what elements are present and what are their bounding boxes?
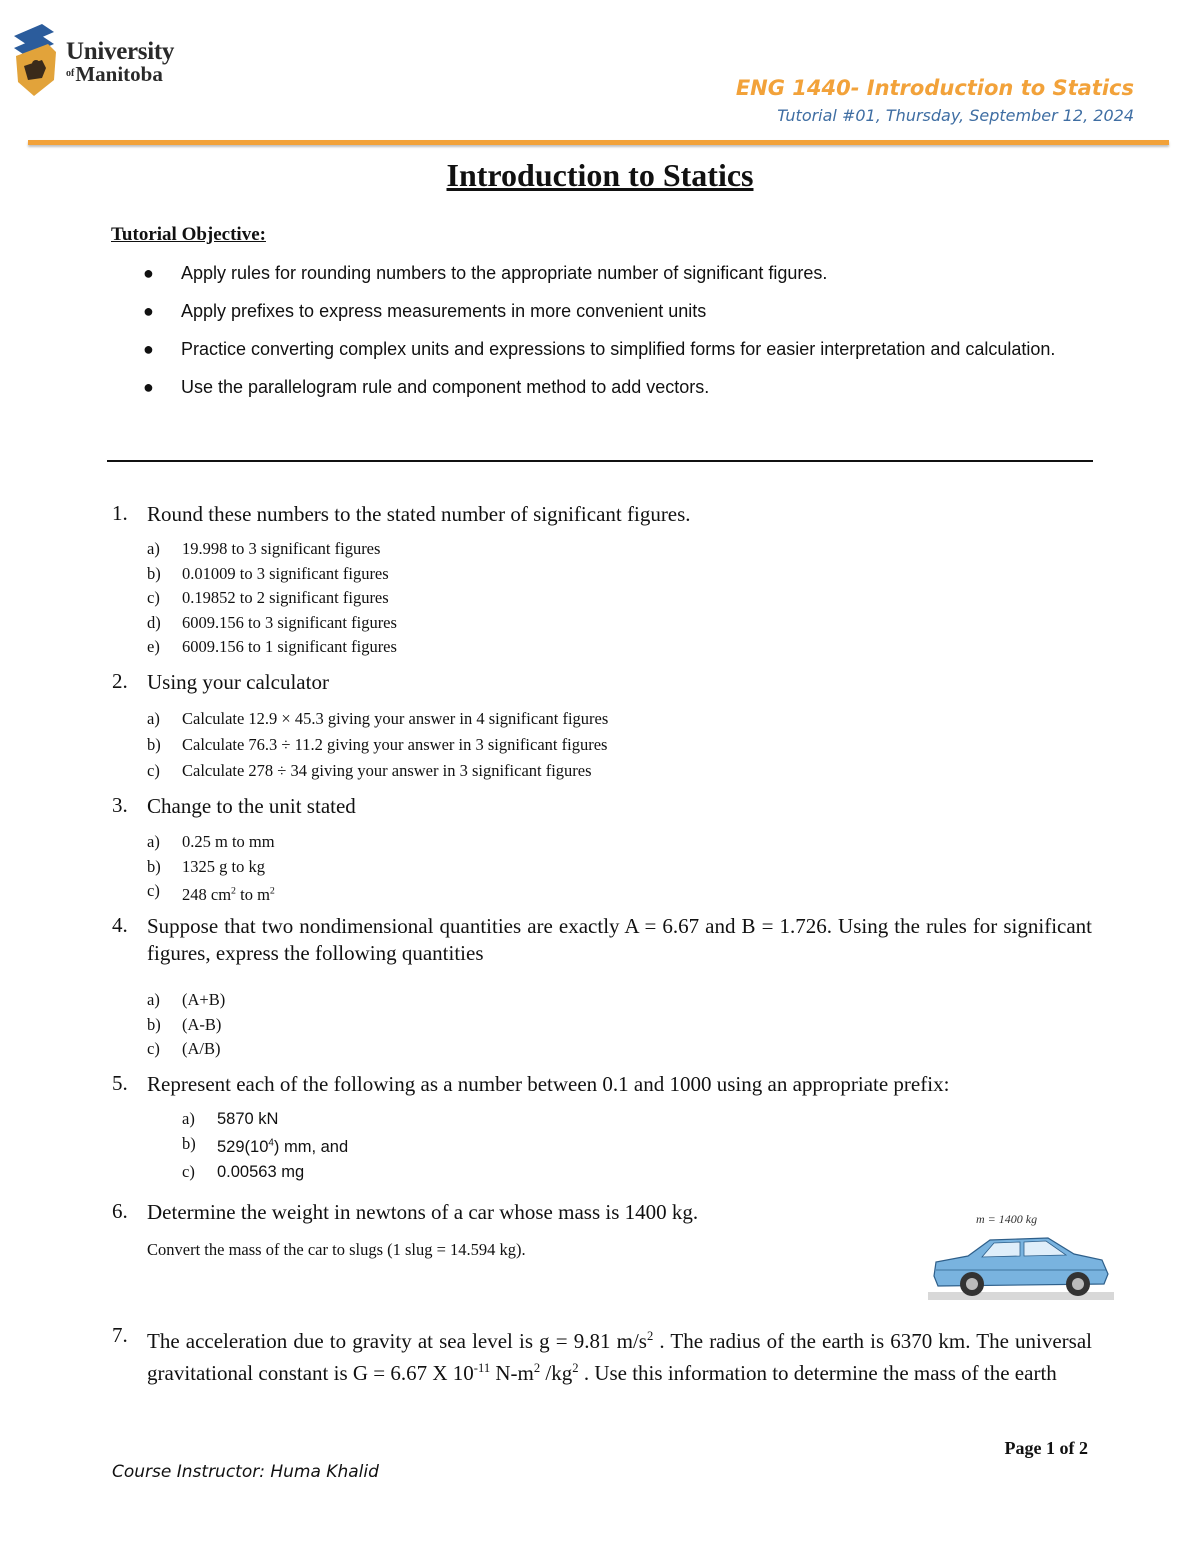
value-text: 529(10 <box>217 1138 269 1156</box>
question-text-part: The acceleration due to gravity at sea level is g = 9.81 m/s <box>147 1329 647 1353</box>
subquestion-label: b) <box>147 1014 161 1034</box>
page-number: Page 1 of 2 <box>1004 1438 1088 1458</box>
logo-wordmark-of: of <box>66 68 75 79</box>
course-instructor: Course Instructor: Huma Khalid <box>112 1462 379 1482</box>
exponent: 2 <box>572 1361 579 1375</box>
subquestion-label: a) <box>182 1109 195 1128</box>
subquestion-label: c) <box>147 588 160 607</box>
page-title: Introduction to Statics <box>446 157 754 193</box>
subquestion-text: 0.01009 to 3 significant figures <box>182 563 389 583</box>
subquestion-text: 0.25 m to mm <box>182 832 275 851</box>
subquestion <box>112 706 1092 732</box>
unit-text: 248 cm <box>182 884 232 904</box>
subquestion-text <box>182 885 275 904</box>
objective-item <box>140 261 1088 285</box>
logo-wordmark-name: Manitoba <box>75 62 163 86</box>
exponent: 2 <box>533 1361 541 1375</box>
subquestion-text: (A/B) <box>182 1039 221 1058</box>
objective-heading: Tutorial Objective: <box>111 224 266 245</box>
bullet-icon: ● <box>143 339 154 359</box>
question-number: 2. <box>112 669 128 693</box>
objective-text: Apply rules for rounding numbers to the appropriate number of significant figures. <box>181 263 828 283</box>
value-text: ) mm, and <box>273 1138 349 1156</box>
subquestion-text: 6009.156 to 1 significant figures <box>182 637 397 656</box>
course-title: ENG 1440- Introduction to Statics <box>735 76 1134 100</box>
subquestion <box>112 830 1092 855</box>
subquestion <box>112 758 1092 784</box>
subquestion-label: a) <box>147 709 160 728</box>
bullet-icon: ● <box>143 377 154 397</box>
question-text: Determine the weight in newtons of a car whose mass is 1400 kg. <box>147 1200 699 1224</box>
figure-mass-label: m = 1400 kg <box>976 1212 1038 1226</box>
question-text-part: . The radius of the earth is 6370 km. The universal gravitational constant is G = 6.67 X 10 <box>147 1329 1092 1385</box>
subquestion-label: c) <box>147 1039 160 1058</box>
subquestion <box>112 988 1092 1013</box>
tutorial-date: Tutorial #01, Thursday, September 12, 2024 <box>777 106 1134 125</box>
header-divider <box>28 140 1169 145</box>
subquestion <box>112 562 1092 587</box>
objective-text: Use the parallelogram rule and component method to add vectors. <box>181 377 710 397</box>
subquestion <box>112 1107 1092 1132</box>
subquestion-label: b) <box>182 1133 196 1153</box>
subquestion-label: c) <box>147 881 160 900</box>
question-4 <box>112 913 1092 1062</box>
question-5 <box>112 1071 1092 1184</box>
bullet-icon: ● <box>143 263 154 283</box>
subquestion-label: a) <box>147 539 160 558</box>
subquestion-label: b) <box>147 735 161 754</box>
question-1 <box>112 501 1092 660</box>
subquestion-label: b) <box>147 563 161 583</box>
subquestion <box>112 1160 1092 1185</box>
car-icon <box>928 1206 1114 1302</box>
subquestion-text <box>217 1138 348 1156</box>
subquestion-list <box>112 706 1092 784</box>
subquestion-label: e) <box>147 637 160 656</box>
question-text-part: N-m <box>490 1361 534 1385</box>
logo-wordmark-university: University <box>66 38 175 65</box>
subquestion-list <box>112 988 1092 1062</box>
objective-item <box>140 337 1088 361</box>
question-text <box>147 1323 1092 1387</box>
question-number: 6. <box>112 1199 128 1223</box>
subquestion-text: 1325 g to kg <box>182 856 265 876</box>
unit-text: to m <box>235 884 270 904</box>
question-7 <box>112 1323 1092 1387</box>
subquestion-list <box>112 830 1092 907</box>
objective-item <box>140 299 1088 323</box>
subquestion-label: a) <box>147 990 160 1009</box>
subquestion <box>112 1013 1092 1038</box>
exponent: -11 <box>473 1361 491 1375</box>
objective-text: Practice converting complex units and expressions to simplified forms for easier interpretation and calculation. <box>181 339 1056 359</box>
subquestion-text: 0.00563 mg <box>217 1162 305 1181</box>
subquestion <box>112 879 1092 907</box>
question-text: Using your calculator <box>147 670 329 694</box>
subquestion-label: c) <box>182 1161 195 1181</box>
question-text: Change to the unit stated <box>147 794 356 818</box>
logo-wordmark-manitoba <box>66 62 163 87</box>
subquestion-list <box>112 537 1092 660</box>
subquestion <box>112 1037 1092 1062</box>
question-number: 7. <box>112 1323 128 1347</box>
car-figure <box>928 1206 1114 1302</box>
bullet-icon: ● <box>143 301 154 321</box>
subquestion <box>112 586 1092 611</box>
subquestion-text: 19.998 to 3 significant figures <box>182 539 381 558</box>
subquestion <box>112 732 1092 758</box>
exponent: 2 <box>646 1329 654 1343</box>
question-number: 5. <box>112 1071 128 1095</box>
question-number: 3. <box>112 793 128 817</box>
question-3 <box>112 793 1092 907</box>
objective-list <box>140 261 1088 413</box>
question-number: 1. <box>112 501 128 525</box>
subquestion-label: c) <box>147 761 160 780</box>
question-text-part: /kg <box>540 1361 573 1385</box>
subquestion-text: 5870 kN <box>217 1110 279 1128</box>
objective-item <box>140 375 1088 399</box>
subquestion-text: (A+B) <box>182 990 226 1009</box>
subquestion-text: Calculate 12.9 × 45.3 giving your answer in 4 significant figures <box>182 709 609 728</box>
question-text: Represent each of the following as a number between 0.1 and 1000 using an appropriate prefix: <box>147 1072 950 1096</box>
subquestion-text: 0.19852 to 2 significant figures <box>182 588 389 607</box>
subquestion <box>112 1132 1092 1160</box>
question-number: 4. <box>112 913 128 937</box>
question-2 <box>112 669 1092 784</box>
subquestion-text: Calculate 76.3 ÷ 11.2 giving your answer in 3 significant figures <box>182 735 608 754</box>
exponent: 2 <box>231 885 236 896</box>
subquestion-label: b) <box>147 856 161 876</box>
subquestion-text: Calculate 278 ÷ 34 giving your answer in 3 significant figures <box>182 761 592 780</box>
section-divider <box>107 460 1093 462</box>
subquestion <box>112 635 1092 660</box>
subquestion-text: 6009.156 to 3 significant figures <box>182 612 397 632</box>
question-note: Convert the mass of the car to slugs (1 slug = 14.594 kg). <box>147 1240 526 1259</box>
subquestion-label: d) <box>147 612 161 632</box>
subquestion-list <box>112 1107 1092 1184</box>
question-text-part: . Use this information to determine the mass of the earth <box>578 1361 1057 1385</box>
exponent: 4 <box>268 1137 274 1149</box>
subquestion <box>112 855 1092 880</box>
question-text: Suppose that two nondimensional quantities are exactly A = 6.67 and B = 1.726. Using the rules for significant figures, express the following quantities <box>147 914 1092 965</box>
subquestion <box>112 611 1092 636</box>
exponent: 2 <box>269 885 275 896</box>
subquestion <box>112 537 1092 562</box>
question-text: Round these numbers to the stated number of significant figures. <box>147 502 691 526</box>
subquestion-text: (A-B) <box>182 1014 222 1034</box>
subquestion-label: a) <box>147 832 160 851</box>
objective-text: Apply prefixes to express measurements in more convenient units <box>181 301 707 321</box>
